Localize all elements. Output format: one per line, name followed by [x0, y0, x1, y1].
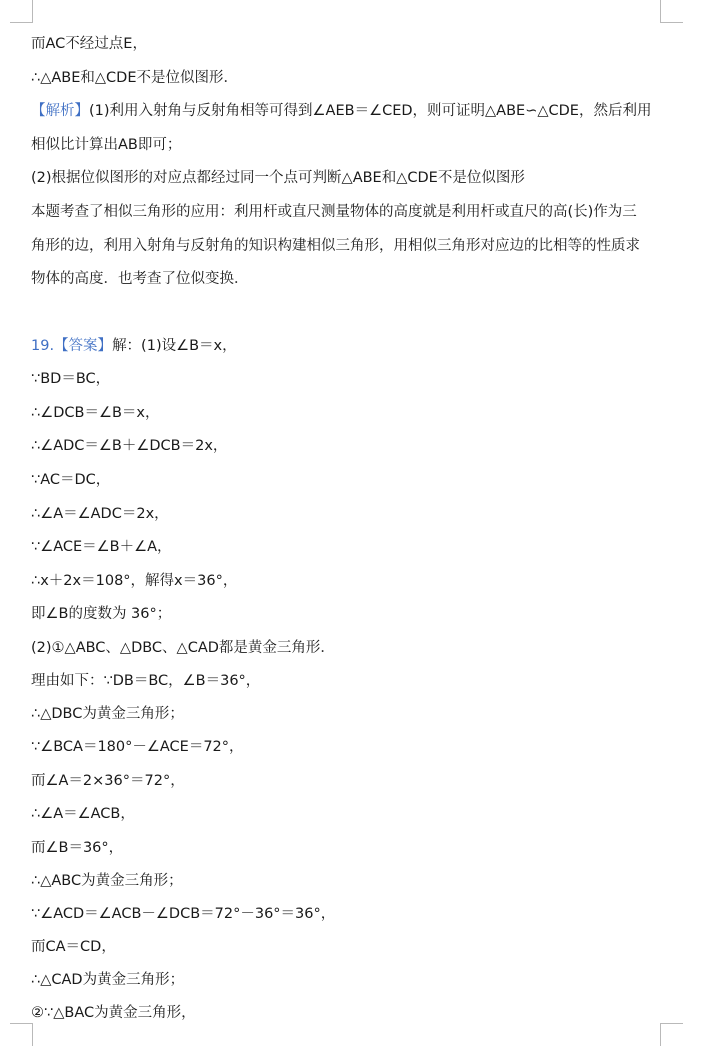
text-line: ∴x＋2x＝108°，解得x＝36°， [31, 573, 238, 589]
text-line: (2)①△ABC、△DBC、△CAD都是黄金三角形． [31, 640, 335, 656]
corner-mark-top-right [660, 0, 683, 23]
text-line: 而∠B＝36°， [31, 840, 124, 856]
text-line: 物体的高度．也考查了位似变换． [31, 271, 249, 287]
text-line: ∴△CAD为黄金三角形； [31, 972, 185, 988]
text-line: 理由如下：∵DB＝BC，∠B＝36°， [31, 673, 261, 689]
analysis-tag: 【解析】 [31, 103, 89, 119]
text-line: 相似比计算出AB即可； [31, 137, 182, 153]
text-line: ∴∠A＝∠ACB， [31, 806, 135, 822]
text-line: ∵AC＝DC， [31, 472, 111, 488]
text-line: (2)根据位似图形的对应点都经过同一个点可判断△ABE和△CDE不是位似图形 [31, 170, 525, 186]
corner-mark-bottom-left [10, 1023, 33, 1046]
text-line: ∵∠ACD＝∠ACB－∠DCB＝72°－36°＝36°， [31, 906, 336, 922]
text-line: 而AC不经过点E， [31, 36, 147, 52]
text-line: ∴△DBC为黄金三角形； [31, 706, 184, 722]
text-line: ②∵△BAC为黄金三角形， [31, 1005, 196, 1021]
text-line: 即∠B的度数为 36°； [31, 606, 172, 622]
text-line: ∴∠DCB＝∠B＝x， [31, 405, 160, 421]
analysis-line: 【解析】(1)利用入射角与反射角相等可得到∠AEB＝∠CED，则可证明△ABE∽△CDE，然后利用 [31, 103, 652, 119]
text-line: ∵BD＝BC， [31, 371, 111, 387]
corner-mark-top-left [10, 0, 33, 23]
text-line: 角形的边，利用入射角与反射角的知识构建相似三角形，用相似三角形对应边的比相等的性质求 [31, 238, 640, 254]
answer-tag: 19.【答案】 [31, 338, 113, 354]
text-line: ∴∠ADC＝∠B＋∠DCB＝2x， [31, 438, 228, 454]
text-line: ∴∠A＝∠ADC＝2x， [31, 506, 169, 522]
text-line: ∵∠BCA＝180°－∠ACE＝72°， [31, 739, 244, 755]
corner-mark-bottom-right [660, 1023, 683, 1046]
text-line: ∴△ABC为黄金三角形； [31, 873, 183, 889]
text-line: ∵∠ACE＝∠B＋∠A， [31, 539, 172, 555]
text-line: 而∠A＝2×36°＝72°， [31, 773, 185, 789]
answer-line: 19.【答案】解：(1)设∠B＝x， [31, 338, 237, 354]
text-line: 而CA＝CD， [31, 939, 116, 955]
text-line: ∴△ABE和△CDE不是位似图形． [31, 70, 239, 86]
text-line: 本题考查了相似三角形的应用：利用杆或直尺测量物体的高度就是利用杆或直尺的高(长)作为三 [31, 204, 637, 220]
